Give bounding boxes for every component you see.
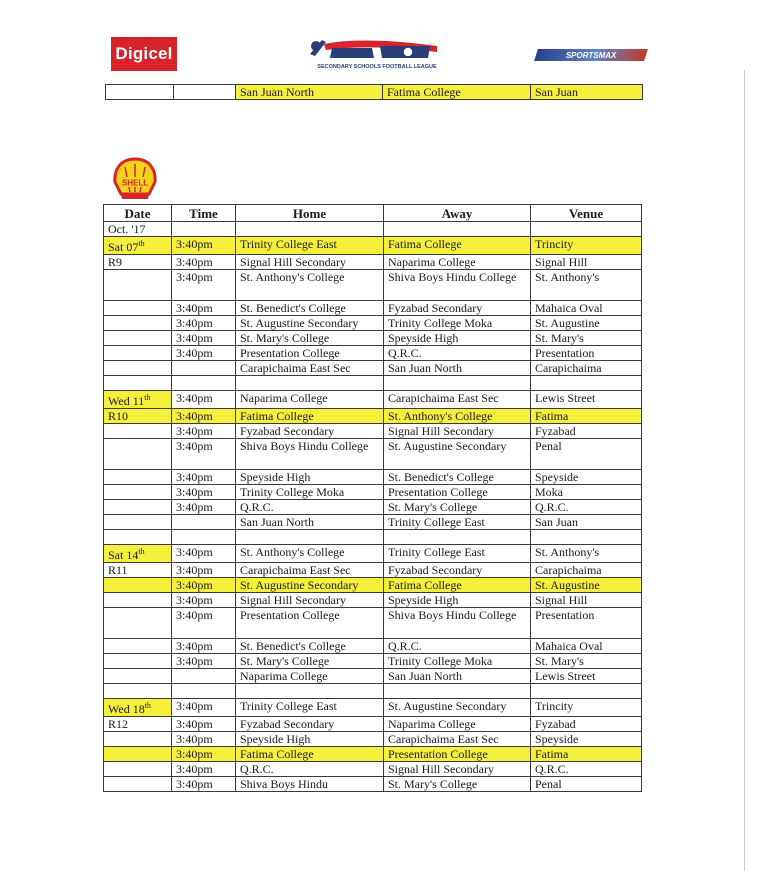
date-text: Sat 14 (108, 548, 139, 562)
away-cell: Trinity College Moka (384, 654, 531, 669)
time-cell (172, 530, 236, 545)
table-row (104, 530, 642, 545)
venue-cell (531, 684, 642, 699)
home-cell: St. Augustine Secondary (236, 316, 384, 331)
away-cell: San Juan North (384, 361, 531, 376)
table-row (104, 563, 642, 578)
sportsmax-logo (534, 49, 648, 61)
time-cell: 3:40pm (172, 270, 236, 301)
date-cell (104, 639, 172, 654)
date-cell (104, 777, 172, 792)
venue-cell: Fatima (531, 747, 642, 762)
time-cell: 3:40pm (172, 717, 236, 732)
venue-cell: Carapichaima (531, 361, 642, 376)
table-row (104, 593, 642, 608)
date-cell (104, 545, 172, 563)
date-text: Wed 18 (108, 702, 145, 716)
time-cell: 3:40pm (172, 654, 236, 669)
empty-cell (531, 222, 642, 237)
table-row (104, 255, 642, 270)
date-cell (104, 346, 172, 361)
home-cell: St. Mary's College (236, 654, 384, 669)
home-cell: Shiva Boys Hindu College (236, 439, 384, 470)
date-cell (104, 301, 172, 316)
date-cell (104, 470, 172, 485)
table-row (104, 237, 642, 255)
date-text: R10 (108, 409, 129, 423)
away-cell: Carapichaima East Sec (384, 732, 531, 747)
time-cell: 3:40pm (172, 699, 236, 717)
date-cell (104, 361, 172, 376)
ssfl-subtitle: SECONDARY SCHOOLS FOOTBALL LEAGUE (317, 64, 437, 70)
date-cell (104, 255, 172, 270)
table-row (104, 684, 642, 699)
date-cell (104, 654, 172, 669)
venue-cell: Fatima (531, 409, 642, 424)
date-cell (104, 717, 172, 732)
table-row (104, 515, 642, 530)
date-cell (104, 439, 172, 470)
date-cell (104, 699, 172, 717)
home-cell (236, 684, 384, 699)
time-cell: 3:40pm (172, 439, 236, 470)
venue-cell (531, 376, 642, 391)
home-cell: Q.R.C. (236, 500, 384, 515)
away-cell: Q.R.C. (384, 346, 531, 361)
date-cell (104, 485, 172, 500)
venue-cell: Trincity (531, 237, 642, 255)
table-row (104, 270, 642, 301)
date-cell (104, 762, 172, 777)
time-cell: 3:40pm (172, 500, 236, 515)
away-cell: Signal Hill Secondary (384, 424, 531, 439)
home-cell: St. Mary's College (236, 331, 384, 346)
date-cell (104, 563, 172, 578)
time-cell: 3:40pm (172, 732, 236, 747)
home-cell: Signal Hill Secondary (236, 593, 384, 608)
away-cell (384, 530, 531, 545)
away-cell: Fatima College (384, 237, 531, 255)
time-cell (172, 361, 236, 376)
table-row (104, 747, 642, 762)
date-cell (104, 237, 172, 255)
table-row (106, 85, 643, 100)
venue-cell: St. Anthony's (531, 270, 642, 301)
venue-cell: Trincity (531, 699, 642, 717)
home-cell: Fatima College (236, 409, 384, 424)
header-date: Date (104, 205, 172, 222)
home-cell: Fyzabad Secondary (236, 424, 384, 439)
venue-cell: Q.R.C. (531, 500, 642, 515)
home-cell: Speyside High (236, 732, 384, 747)
table-row (104, 409, 642, 424)
away-cell (384, 376, 531, 391)
time-cell: 3:40pm (172, 237, 236, 255)
time-cell: 3:40pm (172, 301, 236, 316)
away-cell: Fatima College (383, 85, 531, 100)
time-cell: 3:40pm (172, 346, 236, 361)
month-row (104, 222, 642, 237)
empty-cell (236, 222, 384, 237)
time-cell: 3:40pm (172, 762, 236, 777)
home-cell: Naparima College (236, 391, 384, 409)
home-cell: Trinity College East (236, 237, 384, 255)
shell-logo-icon (111, 156, 159, 202)
table-row (104, 654, 642, 669)
venue-cell: St. Augustine (531, 316, 642, 331)
table-row (104, 762, 642, 777)
home-cell: Fyzabad Secondary (236, 717, 384, 732)
date-cell (104, 316, 172, 331)
date-suffix: th (144, 393, 151, 402)
time-cell: 3:40pm (172, 578, 236, 593)
time-cell: 3:40pm (172, 777, 236, 792)
venue-cell: Fyzabad (531, 717, 642, 732)
time-cell: 3:40pm (172, 331, 236, 346)
home-cell: Speyside High (236, 470, 384, 485)
home-cell: Trinity College Moka (236, 485, 384, 500)
time-cell: 3:40pm (172, 470, 236, 485)
date-cell (104, 391, 172, 409)
table-row (104, 376, 642, 391)
home-cell: Q.R.C. (236, 762, 384, 777)
date-cell (104, 409, 172, 424)
venue-cell: St. Mary's (531, 654, 642, 669)
date-cell (104, 578, 172, 593)
away-cell: Speyside High (384, 593, 531, 608)
header-home: Home (236, 205, 384, 222)
sportsmax-logo-text: SPORTSMAX (565, 50, 617, 60)
date-text: R11 (108, 563, 128, 577)
date-cell (104, 515, 172, 530)
away-cell: Fatima College (384, 578, 531, 593)
table-row (104, 439, 642, 470)
date-text: Wed 11 (108, 394, 145, 408)
table-row (104, 639, 642, 654)
home-cell: St. Benedict's College (236, 639, 384, 654)
home-cell: St. Benedict's College (236, 301, 384, 316)
home-cell: Carapichaima East Sec (236, 563, 384, 578)
ssfl-emblem-icon (302, 34, 452, 64)
shell-logo-text: SHELL (121, 178, 149, 188)
venue-cell: Lewis Street (531, 669, 642, 684)
venue-cell: St. Mary's (531, 331, 642, 346)
header-row (104, 205, 642, 222)
time-cell (172, 376, 236, 391)
venue-cell: San Juan (531, 85, 643, 100)
time-cell: 3:40pm (172, 485, 236, 500)
away-cell: Presentation College (384, 747, 531, 762)
time-cell: 3:40pm (172, 391, 236, 409)
table-row (104, 608, 642, 639)
venue-cell: Presentation (531, 346, 642, 361)
date-suffix: th (138, 239, 145, 248)
away-cell: St. Augustine Secondary (384, 699, 531, 717)
date-cell (104, 747, 172, 762)
date-cell (104, 669, 172, 684)
table-row (104, 732, 642, 747)
table-row (104, 470, 642, 485)
table-row (104, 699, 642, 717)
home-cell: San Juan North (236, 515, 384, 530)
date-cell (104, 732, 172, 747)
home-cell: St. Augustine Secondary (236, 578, 384, 593)
home-cell: San Juan North (236, 85, 383, 100)
digicel-logo: Digicel (111, 37, 177, 71)
date-cell (106, 85, 174, 100)
away-cell: St. Mary's College (384, 500, 531, 515)
venue-cell: Q.R.C. (531, 762, 642, 777)
home-cell (236, 530, 384, 545)
home-cell: Fatima College (236, 747, 384, 762)
time-cell: 3:40pm (172, 545, 236, 563)
date-cell (104, 684, 172, 699)
venue-cell: Lewis Street (531, 391, 642, 409)
away-cell: Fyzabad Secondary (384, 563, 531, 578)
time-cell (172, 669, 236, 684)
time-cell: 3:40pm (172, 563, 236, 578)
venue-cell: St. Augustine (531, 578, 642, 593)
time-cell: 3:40pm (172, 255, 236, 270)
table-row (104, 391, 642, 409)
away-cell: Naparima College (384, 717, 531, 732)
venue-cell: San Juan (531, 515, 642, 530)
venue-cell: Mahaica Oval (531, 639, 642, 654)
time-cell: 3:40pm (172, 316, 236, 331)
away-cell: Carapichaima East Sec (384, 391, 531, 409)
home-cell: Presentation College (236, 346, 384, 361)
time-cell (172, 684, 236, 699)
away-cell: San Juan North (384, 669, 531, 684)
date-suffix: th (138, 547, 145, 556)
away-cell: Trinity College East (384, 515, 531, 530)
away-cell: St. Mary's College (384, 777, 531, 792)
home-cell: St. Anthony's College (236, 270, 384, 301)
table-row (104, 500, 642, 515)
venue-cell: Signal Hill (531, 593, 642, 608)
date-text: Sat 07 (108, 240, 139, 254)
empty-cell (384, 222, 531, 237)
away-cell: St. Benedict's College (384, 470, 531, 485)
page-edge-line (744, 70, 745, 871)
away-cell: Speyside High (384, 331, 531, 346)
time-cell: 3:40pm (172, 639, 236, 654)
away-cell: Presentation College (384, 485, 531, 500)
venue-cell: Fyzabad (531, 424, 642, 439)
away-cell: Naparima College (384, 255, 531, 270)
table-row (104, 301, 642, 316)
date-cell (104, 270, 172, 301)
table-row (104, 424, 642, 439)
table-row (104, 331, 642, 346)
date-text: R12 (108, 717, 129, 731)
venue-cell: Penal (531, 777, 642, 792)
home-cell: St. Anthony's College (236, 545, 384, 563)
header-venue: Venue (531, 205, 642, 222)
away-cell: St. Anthony's College (384, 409, 531, 424)
time-cell: 3:40pm (172, 593, 236, 608)
table-row (104, 545, 642, 563)
home-cell: Signal Hill Secondary (236, 255, 384, 270)
ssfl-logo (302, 34, 452, 70)
date-suffix: th (144, 701, 151, 710)
header-time: Time (172, 205, 236, 222)
venue-cell: Signal Hill (531, 255, 642, 270)
home-cell: Carapichaima East Sec (236, 361, 384, 376)
date-cell (104, 424, 172, 439)
table-row (104, 361, 642, 376)
venue-cell (531, 530, 642, 545)
table-row (104, 346, 642, 361)
away-cell: Signal Hill Secondary (384, 762, 531, 777)
date-cell (104, 608, 172, 639)
away-cell: Shiva Boys Hindu College (384, 270, 531, 301)
date-cell (104, 530, 172, 545)
away-cell: St. Augustine Secondary (384, 439, 531, 470)
table-row (104, 669, 642, 684)
away-cell: Fyzabad Secondary (384, 301, 531, 316)
date-cell (104, 331, 172, 346)
month-label: Oct. '17 (104, 222, 172, 237)
time-cell: 3:40pm (172, 747, 236, 762)
away-cell (384, 684, 531, 699)
home-cell: Presentation College (236, 608, 384, 639)
table-row (104, 485, 642, 500)
date-cell (104, 376, 172, 391)
fixtures-table (103, 204, 642, 792)
venue-cell: Presentation (531, 608, 642, 639)
away-cell: Trinity College East (384, 545, 531, 563)
home-cell: Trinity College East (236, 699, 384, 717)
date-cell (104, 500, 172, 515)
date-text: R9 (108, 255, 123, 269)
table-row (104, 578, 642, 593)
previous-fixtures-table (105, 84, 643, 100)
venue-cell: Carapichaima (531, 563, 642, 578)
away-cell: Shiva Boys Hindu College (384, 608, 531, 639)
time-cell (174, 85, 236, 100)
venue-cell: Moka (531, 485, 642, 500)
venue-cell: Speyside (531, 732, 642, 747)
away-cell: Trinity College Moka (384, 316, 531, 331)
home-cell (236, 376, 384, 391)
table-row (104, 316, 642, 331)
time-cell: 3:40pm (172, 608, 236, 639)
venue-cell: Mahaica Oval (531, 301, 642, 316)
time-cell: 3:40pm (172, 424, 236, 439)
home-cell: Naparima College (236, 669, 384, 684)
venue-cell: Speyside (531, 470, 642, 485)
table-row (104, 717, 642, 732)
time-cell (172, 515, 236, 530)
empty-cell (172, 222, 236, 237)
date-cell (104, 593, 172, 608)
table-row (104, 777, 642, 792)
home-cell: Shiva Boys Hindu (236, 777, 384, 792)
away-cell: Q.R.C. (384, 639, 531, 654)
venue-cell: St. Anthony's (531, 545, 642, 563)
header-away: Away (384, 205, 531, 222)
time-cell: 3:40pm (172, 409, 236, 424)
venue-cell: Penal (531, 439, 642, 470)
